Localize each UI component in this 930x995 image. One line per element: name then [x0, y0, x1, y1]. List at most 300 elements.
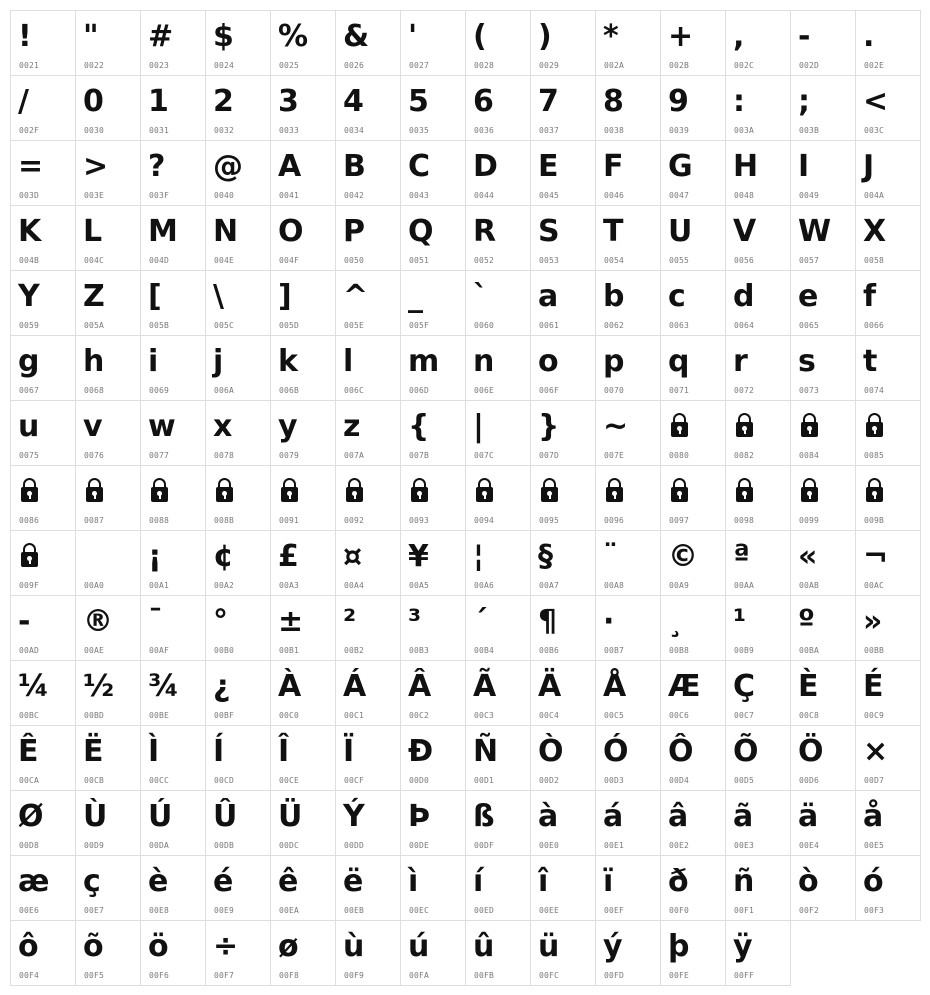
glyph-char: j	[213, 344, 224, 379]
glyph-char: ³	[408, 604, 422, 639]
glyph-cell	[725, 530, 791, 596]
glyph-cell	[10, 660, 76, 726]
glyph-char: .	[863, 19, 875, 54]
glyph-cell	[855, 595, 921, 661]
glyph-cell	[660, 140, 726, 206]
glyph-char: -	[18, 604, 31, 639]
glyph-code-label: 0086	[19, 516, 40, 525]
glyph-code-label: 0031	[149, 126, 170, 135]
glyph-cell	[400, 790, 466, 856]
glyph-char: y	[278, 409, 298, 444]
glyph-code-label: 0094	[474, 516, 495, 525]
glyph-char: !	[18, 19, 32, 54]
glyph-char: D	[473, 149, 498, 184]
glyph-cell	[335, 10, 401, 76]
glyph-char: m	[408, 344, 440, 379]
glyph-cell	[140, 595, 206, 661]
glyph-char: ,	[733, 19, 745, 54]
glyph-code-label: 0070	[604, 386, 625, 395]
glyph-code-label: 0038	[604, 126, 625, 135]
glyph-char: k	[278, 344, 298, 379]
glyph-char: :	[733, 84, 745, 119]
glyph-cell	[400, 270, 466, 336]
glyph-code-label: 004E	[214, 256, 235, 265]
glyph-code-label: 00E3	[734, 841, 755, 850]
glyph-cell	[205, 660, 271, 726]
glyph-cell	[790, 335, 856, 401]
glyph-code-label: 00BE	[149, 711, 170, 720]
glyph-code-label: 006E	[474, 386, 495, 395]
glyph-cell	[855, 855, 921, 921]
glyph-cell	[725, 270, 791, 336]
glyph-cell	[660, 400, 726, 466]
glyph-cell	[595, 855, 661, 921]
glyph-code-label: 0052	[474, 256, 495, 265]
padlock-icon	[86, 478, 103, 504]
glyph-char: ó	[863, 864, 884, 899]
glyph-code-label: 0033	[279, 126, 300, 135]
glyph-cell	[140, 920, 206, 986]
glyph-char: _	[408, 279, 423, 314]
glyph-code-label: 00B2	[344, 646, 365, 655]
glyph-char: 0	[83, 84, 104, 119]
glyph-code-label: 0082	[734, 451, 755, 460]
glyph-cell	[725, 855, 791, 921]
glyph-char: ä	[798, 799, 819, 834]
glyph-code-label: 0084	[799, 451, 820, 460]
glyph-cell	[205, 140, 271, 206]
padlock-icon	[736, 413, 753, 439]
glyph-char: É	[863, 669, 884, 704]
glyph-cell	[400, 205, 466, 271]
glyph-code-label: 0036	[474, 126, 495, 135]
glyph-cell	[400, 660, 466, 726]
glyph-cell	[10, 400, 76, 466]
glyph-code-label: 0050	[344, 256, 365, 265]
glyph-char: a	[538, 279, 559, 314]
glyph-cell	[75, 790, 141, 856]
glyph-cell	[75, 400, 141, 466]
glyph-code-label: 00F8	[279, 971, 300, 980]
glyph-char: e	[798, 279, 819, 314]
glyph-char: @	[213, 149, 243, 184]
glyph-char: o	[538, 344, 559, 379]
glyph-cell	[725, 660, 791, 726]
glyph-cell	[660, 75, 726, 141]
padlock-icon	[216, 478, 233, 504]
glyph-char: Ö	[798, 734, 824, 769]
glyph-code-label: 00D0	[409, 776, 430, 785]
glyph-char: p	[603, 344, 625, 379]
glyph-cell	[270, 10, 336, 76]
glyph-char: &	[343, 19, 370, 54]
glyph-code-label: 00FF	[734, 971, 755, 980]
glyph-cell	[205, 75, 271, 141]
glyph-cell	[10, 335, 76, 401]
glyph-cell	[335, 530, 401, 596]
glyph-code-label: 00E5	[864, 841, 885, 850]
glyph-char: h	[83, 344, 105, 379]
glyph-cell	[790, 400, 856, 466]
glyph-cell	[10, 270, 76, 336]
glyph-code-label: 00B6	[539, 646, 560, 655]
glyph-char: æ	[18, 864, 50, 899]
glyph-code-label: 0068	[84, 386, 105, 395]
glyph-cell	[855, 530, 921, 596]
glyph-cell	[465, 400, 531, 466]
glyph-cell	[530, 920, 596, 986]
glyph-cell	[205, 10, 271, 76]
padlock-icon	[736, 478, 753, 504]
glyph-code-label: 0035	[409, 126, 430, 135]
glyph-char: X	[863, 214, 887, 249]
glyph-char: ®	[83, 604, 113, 639]
glyph-char: ¡	[148, 539, 162, 574]
padlock-icon	[281, 478, 298, 504]
glyph-code-label: 00A9	[669, 581, 690, 590]
glyph-cell	[530, 140, 596, 206]
padlock-icon	[606, 478, 623, 504]
glyph-code-label: 0060	[474, 321, 495, 330]
glyph-code-label: 00FD	[604, 971, 625, 980]
glyph-char: 9	[668, 84, 689, 119]
glyph-cell	[140, 855, 206, 921]
glyph-code-label: 006D	[409, 386, 430, 395]
glyph-char: ü	[538, 929, 560, 964]
glyph-code-label: 006A	[214, 386, 235, 395]
glyph-cell	[270, 270, 336, 336]
glyph-cell	[75, 335, 141, 401]
glyph-cell	[270, 660, 336, 726]
glyph-cell	[140, 270, 206, 336]
glyph-cell	[270, 855, 336, 921]
glyph-cell	[595, 10, 661, 76]
glyph-char: 6	[473, 84, 494, 119]
glyph-cell	[335, 75, 401, 141]
glyph-cell	[75, 140, 141, 206]
glyph-char: Z	[83, 279, 105, 314]
glyph-cell	[530, 530, 596, 596]
glyph-char: »	[863, 604, 883, 639]
glyph-cell	[790, 855, 856, 921]
padlock-icon	[476, 478, 493, 504]
glyph-code-label: 00D5	[734, 776, 755, 785]
glyph-char: ÿ	[733, 929, 753, 964]
glyph-code-label: 00A3	[279, 581, 300, 590]
glyph-cell	[595, 270, 661, 336]
glyph-char: ¤	[343, 539, 363, 574]
glyph-code-label: 00D1	[474, 776, 495, 785]
glyph-char: R	[473, 214, 497, 249]
glyph-char: ·	[603, 604, 615, 639]
glyph-cell	[660, 725, 726, 791]
glyph-code-label: 00D4	[669, 776, 690, 785]
glyph-char: 1	[148, 84, 169, 119]
glyph-char: f	[863, 279, 877, 314]
glyph-cell	[270, 790, 336, 856]
glyph-char: ¬	[863, 539, 889, 574]
glyph-char: á	[603, 799, 624, 834]
glyph-cell	[270, 465, 336, 531]
glyph-char: Ã	[473, 669, 497, 704]
glyph-code-label: 00F3	[864, 906, 885, 915]
glyph-cell	[400, 400, 466, 466]
glyph-cell	[75, 855, 141, 921]
glyph-code-label: 00AB	[799, 581, 820, 590]
glyph-cell	[725, 335, 791, 401]
glyph-char: ð	[668, 864, 689, 899]
padlock-icon	[866, 413, 883, 439]
glyph-code-label: 00EA	[279, 906, 300, 915]
glyph-char: -	[798, 19, 811, 54]
glyph-cell	[725, 400, 791, 466]
glyph-char: ø	[278, 929, 299, 964]
glyph-code-label: 0088	[149, 516, 170, 525]
glyph-code-label: 00BC	[19, 711, 40, 720]
padlock-icon	[151, 478, 168, 504]
glyph-char: Â	[408, 669, 432, 704]
glyph-char: Ï	[343, 734, 355, 769]
glyph-code-label: 00CC	[149, 776, 170, 785]
glyph-code-label: 0098	[734, 516, 755, 525]
glyph-code-label: 0079	[279, 451, 300, 460]
glyph-code-label: 002B	[669, 61, 690, 70]
glyph-cell	[400, 855, 466, 921]
glyph-char: N	[213, 214, 239, 249]
glyph-cell	[530, 205, 596, 271]
glyph-char: d	[733, 279, 755, 314]
glyph-char: Ó	[603, 734, 629, 769]
glyph-char: Ð	[408, 734, 434, 769]
glyph-code-label: 00F2	[799, 906, 820, 915]
glyph-char: {	[408, 409, 430, 444]
glyph-code-label: 0030	[84, 126, 105, 135]
glyph-code-label: 002C	[734, 61, 755, 70]
glyph-code-label: 00F5	[84, 971, 105, 980]
glyph-char: S	[538, 214, 560, 249]
glyph-code-label: 00E2	[669, 841, 690, 850]
glyph-cell	[335, 660, 401, 726]
glyph-code-label: 002F	[19, 126, 40, 135]
glyph-char: v	[83, 409, 103, 444]
glyph-char: t	[863, 344, 878, 379]
glyph-cell	[595, 335, 661, 401]
glyph-code-label: 0058	[864, 256, 885, 265]
glyph-code-label: 00B0	[214, 646, 235, 655]
glyph-code-label: 007C	[474, 451, 495, 460]
glyph-code-label: 0045	[539, 191, 560, 200]
glyph-char: Õ	[733, 734, 759, 769]
glyph-cell	[205, 595, 271, 661]
glyph-cell	[660, 920, 726, 986]
glyph-char: ~	[603, 409, 629, 444]
glyph-cell	[465, 660, 531, 726]
glyph-code-label: 00F9	[344, 971, 365, 980]
glyph-cell	[660, 205, 726, 271]
glyph-char: 4	[343, 84, 364, 119]
glyph-char: ]	[278, 279, 292, 314]
glyph-code-label: 00DD	[344, 841, 365, 850]
glyph-cell	[205, 465, 271, 531]
glyph-cell	[270, 140, 336, 206]
glyph-cell	[335, 205, 401, 271]
glyph-cell	[660, 660, 726, 726]
glyph-code-label: 0049	[799, 191, 820, 200]
glyph-code-label: 0051	[409, 256, 430, 265]
glyph-cell	[400, 530, 466, 596]
glyph-code-label: 00DC	[279, 841, 300, 850]
glyph-cell	[335, 140, 401, 206]
glyph-char: >	[83, 149, 109, 184]
glyph-cell	[270, 530, 336, 596]
glyph-code-label: 00F6	[149, 971, 170, 980]
glyph-code-label: 00E9	[214, 906, 235, 915]
glyph-code-label: 00DF	[474, 841, 495, 850]
glyph-char: '	[408, 19, 418, 54]
glyph-cell	[335, 855, 401, 921]
glyph-code-label: 00C9	[864, 711, 885, 720]
glyph-cell	[465, 595, 531, 661]
glyph-code-label: 0024	[214, 61, 235, 70]
glyph-char: ñ	[733, 864, 755, 899]
glyph-cell	[530, 335, 596, 401]
glyph-char: ?	[148, 149, 166, 184]
glyph-cell	[855, 75, 921, 141]
glyph-cell	[855, 725, 921, 791]
glyph-code-label: 0025	[279, 61, 300, 70]
glyph-char: Ü	[278, 799, 303, 834]
glyph-cell	[10, 595, 76, 661]
glyph-code-label: 00E4	[799, 841, 820, 850]
glyph-char: ½	[83, 669, 115, 704]
glyph-char: G	[668, 149, 693, 184]
glyph-char: r	[733, 344, 748, 379]
glyph-char: z	[343, 409, 361, 444]
glyph-code-label: 0078	[214, 451, 235, 460]
glyph-code-label: 0096	[604, 516, 625, 525]
glyph-code-label: 00EF	[604, 906, 625, 915]
glyph-char: Ý	[343, 799, 365, 834]
glyph-char: /	[18, 84, 29, 119]
glyph-cell	[595, 725, 661, 791]
glyph-code-label: 0065	[799, 321, 820, 330]
glyph-char: B	[343, 149, 366, 184]
glyph-cell	[10, 140, 76, 206]
glyph-char: ^	[343, 279, 369, 314]
glyph-cell	[595, 530, 661, 596]
glyph-char: K	[18, 214, 42, 249]
glyph-char: (	[473, 19, 487, 54]
glyph-code-label: 00E8	[149, 906, 170, 915]
glyph-cell	[660, 335, 726, 401]
glyph-char: í	[473, 864, 484, 899]
glyph-cell	[595, 920, 661, 986]
glyph-char: W	[798, 214, 832, 249]
glyph-char: V	[733, 214, 757, 249]
glyph-char: U	[668, 214, 693, 249]
glyph-char: ì	[408, 864, 419, 899]
glyph-char: Ù	[83, 799, 108, 834]
glyph-cell	[335, 790, 401, 856]
glyph-char: ý	[603, 929, 623, 964]
glyph-cell	[660, 855, 726, 921]
glyph-cell	[465, 530, 531, 596]
glyph-code-label: 00C8	[799, 711, 820, 720]
glyph-char: ã	[733, 799, 754, 834]
glyph-cell	[530, 75, 596, 141]
glyph-cell	[790, 205, 856, 271]
glyph-cell	[270, 205, 336, 271]
glyph-cell	[595, 400, 661, 466]
glyph-char: Q	[408, 214, 434, 249]
glyph-cell	[335, 920, 401, 986]
glyph-code-label: 00A2	[214, 581, 235, 590]
glyph-cell	[10, 75, 76, 141]
glyph-char: £	[278, 539, 299, 574]
glyph-code-label: 00B4	[474, 646, 495, 655]
glyph-char: i	[148, 344, 159, 379]
glyph-code-label: 003B	[799, 126, 820, 135]
glyph-char: w	[148, 409, 176, 444]
glyph-code-label: 00C1	[344, 711, 365, 720]
glyph-code-label: 007A	[344, 451, 365, 460]
glyph-code-label: 0095	[539, 516, 560, 525]
glyph-cell	[465, 335, 531, 401]
glyph-cell	[205, 530, 271, 596]
padlock-icon	[866, 478, 883, 504]
glyph-char: +	[668, 19, 694, 54]
glyph-cell	[855, 400, 921, 466]
glyph-code-label: 00BA	[799, 646, 820, 655]
glyph-code-label: 0039	[669, 126, 690, 135]
glyph-cell	[75, 660, 141, 726]
glyph-char: *	[603, 19, 619, 54]
glyph-code-label: 0057	[799, 256, 820, 265]
glyph-char: C	[408, 149, 431, 184]
glyph-code-label: 00E1	[604, 841, 625, 850]
glyph-code-label: 00A4	[344, 581, 365, 590]
glyph-char: ¾	[148, 669, 180, 704]
glyph-code-label: 007B	[409, 451, 430, 460]
glyph-code-label: 006B	[279, 386, 300, 395]
glyph-char: Ø	[18, 799, 44, 834]
glyph-code-label: 007E	[604, 451, 625, 460]
glyph-char: Ô	[668, 734, 694, 769]
glyph-cell	[595, 595, 661, 661]
glyph-char: F	[603, 149, 624, 184]
glyph-code-label: 0067	[19, 386, 40, 395]
glyph-cell	[725, 920, 791, 986]
glyph-char: ×	[863, 734, 889, 769]
glyph-cell	[335, 725, 401, 791]
glyph-char: M	[148, 214, 178, 249]
padlock-icon	[671, 413, 688, 439]
glyph-code-label: 003C	[864, 126, 885, 135]
glyph-char: î	[538, 864, 549, 899]
glyph-cell	[595, 140, 661, 206]
glyph-cell	[855, 140, 921, 206]
glyph-code-label: 0073	[799, 386, 820, 395]
glyph-char: H	[733, 149, 759, 184]
glyph-code-label: 00C0	[279, 711, 300, 720]
glyph-char	[83, 535, 139, 579]
glyph-code-label: 00BB	[864, 646, 885, 655]
glyph-char: ´	[473, 604, 488, 639]
glyph-cell	[270, 920, 336, 986]
glyph-cell	[75, 530, 141, 596]
glyph-cell	[725, 75, 791, 141]
glyph-cell	[335, 595, 401, 661]
